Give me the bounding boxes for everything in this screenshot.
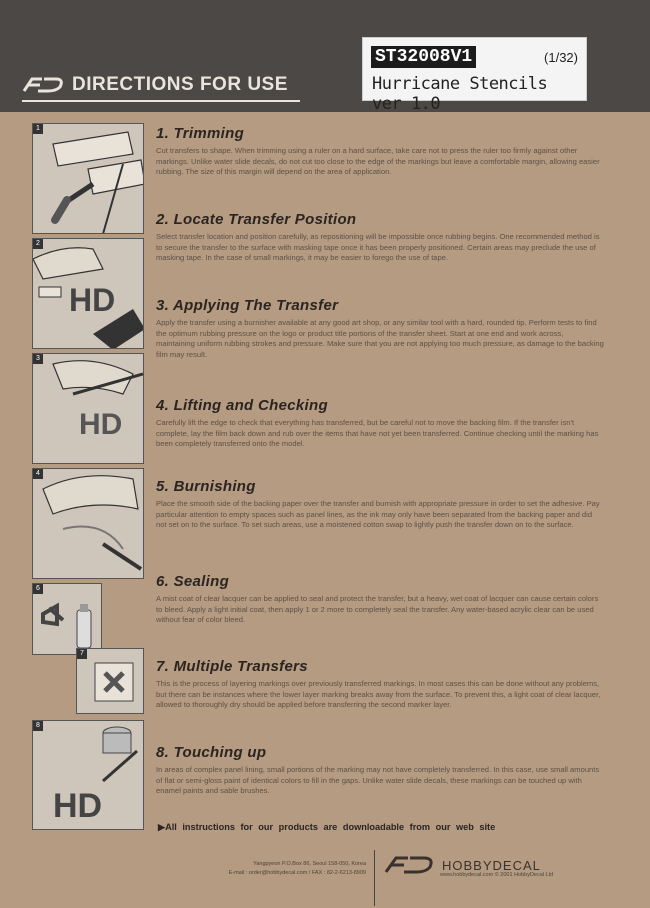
step-applying-transfer: [156, 297, 604, 360]
step-4-illustration: 4: [32, 468, 144, 579]
company-address: Yangpyeon P.O.Box 86, Seoul 158-050, Korea E-mail : order@hobbydecal.com / FAX : 82-2-6213-8909: [228, 861, 366, 876]
copyright: www.hobbydecal.com © 2001 HobbyDecal Ltd: [440, 872, 554, 878]
product-label: [362, 37, 587, 114]
step-text: A mist coat of clear lacquer can be applied to seal and protect the transfer, but a heavy, wet coat of lacquer can cause certain colors to bleed. Apply a light initial coat, then apply 1 or 2 more to completely seal the transfer. Any water-based acrylic clear can be used without fear of color bleed.: [156, 594, 599, 625]
trimming-icon: [33, 124, 144, 234]
step-3-illustration: 3 HD: [32, 353, 144, 464]
step-text: Apply the transfer using a burnisher available at any good art shop, or any similar tool with a hard, rounded tip. Perform tests to find the optimum rubbing pressure on the logo or product title portions of the transfer sheet. Start at one end and work across, maintaining uniform rubbing strokes and pressure. Make sure that you are not applying too much pressure, as damage to the backing film may result.: [156, 318, 604, 359]
step-text: Place the smooth side of the backing paper over the transfer and burnish with appropriate pressure in order to set the adhesive. Pay particular attention to empty spaces such as panel lines, as the ink may only have been separated from the backing paper and did not set on to the surface. To set such areas, use a moistened cotton swap to lightly push the transfer down on to the surface.: [156, 499, 600, 530]
hd-logo-icon: [22, 75, 66, 95]
step-burnishing: [156, 478, 604, 531]
page-title: [22, 74, 288, 96]
multiple-transfers-icon: [77, 649, 144, 714]
brand-name: HOBBYDECAL: [442, 857, 541, 873]
hd-brand-logo-icon: [384, 854, 436, 876]
svg-text:HD: HD: [69, 282, 116, 318]
header-band: [0, 0, 650, 112]
step-text: In areas of complex panel lining, small portions of the marking may not have completely transferred. In this case, use small amounts of flat or semi-gloss paint of identical colors to fill in the gaps. Unlike water slide decals, these markings can be touched up with enamel paints and sable brushes.: [156, 765, 600, 796]
product-scale: (1/32): [544, 50, 578, 65]
step-2-illustration: 2 HD: [32, 238, 144, 349]
step-locate-transfer: [156, 211, 604, 264]
spray-can-icon: [33, 584, 102, 655]
step-text: Select transfer location and position carefully, as repositioning will be impossible once rubbing begins. One recommended method is to secure the transfer to the surface with masking tape once it has been properly positioned. Certain areas may preclude the use of masking tape. In the case of small markings, it may be easier to forego the use of tape.: [156, 232, 600, 263]
step-touching-up: [156, 744, 604, 797]
product-code: ST32008V1: [371, 46, 476, 68]
step-title: 5. Burnishing: [156, 478, 256, 495]
download-note: ▶All instructions for our products are downloadable from our web site: [158, 822, 496, 832]
step-trimming: [156, 125, 604, 178]
footer-divider: [374, 850, 375, 906]
step-title: 4. Lifting and Checking: [156, 397, 328, 414]
step-1-illustration: 1: [32, 123, 144, 234]
step-lifting-checking: [156, 397, 604, 450]
directions-title: DIRECTIONS FOR USE: [72, 74, 288, 95]
step-title: 1. Trimming: [156, 125, 245, 142]
step-title: 2. Locate Transfer Position: [156, 211, 357, 228]
svg-text:HD: HD: [53, 787, 103, 825]
touching-up-icon: [33, 721, 144, 830]
product-name: Hurricane Stencils ver 1.0: [372, 74, 548, 114]
step-text: Carefully lift the edge to check that everything has transferred, but be careful not to move the backing film. If the transfer isn't complete, lay the film back down and rub over the items that have not yet been transferred. Continue checking until the marking has been completely transferred onto the model.: [156, 418, 599, 449]
step-title: 3. Applying The Transfer: [156, 297, 339, 314]
step-7-illustration: 7: [76, 648, 144, 714]
step-text: Cut transfers to shape. When trimming using a ruler on a hard surface, take care not to press the ruler too firmly against other markings. Unlike water slide decals, do not cut too close to the edge of the markings but leave a comfortable margin, allowing easier rubbing. The size of this margin will depend on the area of application.: [156, 146, 600, 177]
step-title: 8. Touching up: [156, 744, 267, 761]
step-sealing: [156, 573, 604, 626]
step-8-illustration: 8 HD: [32, 720, 144, 830]
svg-text:HD: HD: [79, 408, 123, 441]
step-6-illustration: 6: [32, 583, 102, 655]
step-title: 7. Multiple Transfers: [156, 658, 308, 675]
step-text: This is the process of layering markings over previously transferred markings. In most cases this can be done without any problems, but there can be instances where the lower layer marking breaks away from the surface. To prevent this, a light coat of clear lacquer, allowed to thoroughly dry should be applied before transferring the second marker layer.: [156, 679, 601, 710]
step-multiple-transfers: [156, 658, 604, 711]
title-underline: [22, 100, 300, 102]
step-title: 6. Sealing: [156, 573, 230, 590]
lifting-checking-icon: [33, 469, 144, 579]
applying-transfer-icon: [33, 354, 144, 464]
locate-transfer-icon: [33, 239, 144, 349]
